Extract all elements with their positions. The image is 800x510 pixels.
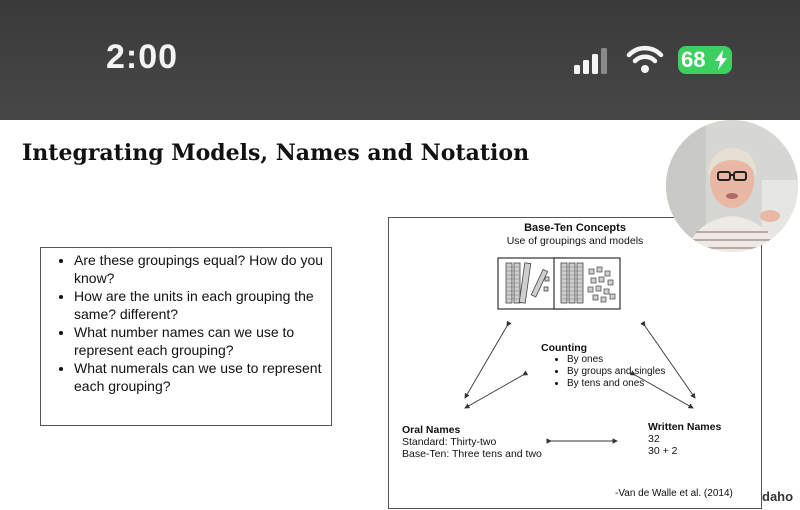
counting-item: • By groups and singles bbox=[567, 366, 677, 378]
counting-item: • By tens and ones bbox=[567, 378, 677, 390]
wifi-icon bbox=[626, 44, 664, 74]
signal-icon bbox=[574, 48, 610, 74]
citation: -Van de Walle et al. (2014) bbox=[615, 488, 733, 499]
presenter-video[interactable] bbox=[666, 120, 798, 252]
charging-bolt-icon bbox=[714, 50, 728, 70]
question-item: • What number names can we use to represent each grouping? bbox=[74, 323, 344, 359]
counting-item: • By ones bbox=[567, 354, 677, 366]
written-names-title: Written Names bbox=[648, 421, 722, 433]
oral-name-line: Standard: Thirty-two bbox=[402, 436, 497, 448]
oral-names-title: Oral Names bbox=[402, 424, 461, 436]
question-item: • What numerals can we use to represent each grouping? bbox=[74, 359, 344, 395]
counting-title: Counting bbox=[541, 342, 588, 354]
status-time: 2:00 bbox=[106, 38, 179, 76]
question-item: • How are the units in each grouping the same? different? bbox=[74, 287, 344, 323]
written-name-line: 32 bbox=[648, 433, 660, 445]
counting-list bbox=[535, 354, 677, 390]
questions-list bbox=[41, 251, 344, 395]
question-item: • Are these groupings equal? How do you know? bbox=[74, 251, 344, 287]
base-ten-diagram bbox=[388, 217, 762, 509]
written-name-line: 30 + 2 bbox=[648, 445, 678, 457]
questions-box bbox=[40, 247, 332, 426]
presenter-image bbox=[666, 120, 798, 252]
diagram-subtitle: Use of groupings and models bbox=[506, 235, 644, 247]
oral-name-line: Base-Ten: Three tens and two bbox=[402, 448, 542, 460]
cut-off-logo-text: daho bbox=[762, 489, 794, 504]
status-bar bbox=[0, 0, 800, 120]
battery-percent: 68 bbox=[681, 47, 706, 72]
diagram-title: Base-Ten Concepts bbox=[524, 222, 626, 234]
slide-title: Integrating Models, Names and Notation bbox=[22, 140, 530, 166]
